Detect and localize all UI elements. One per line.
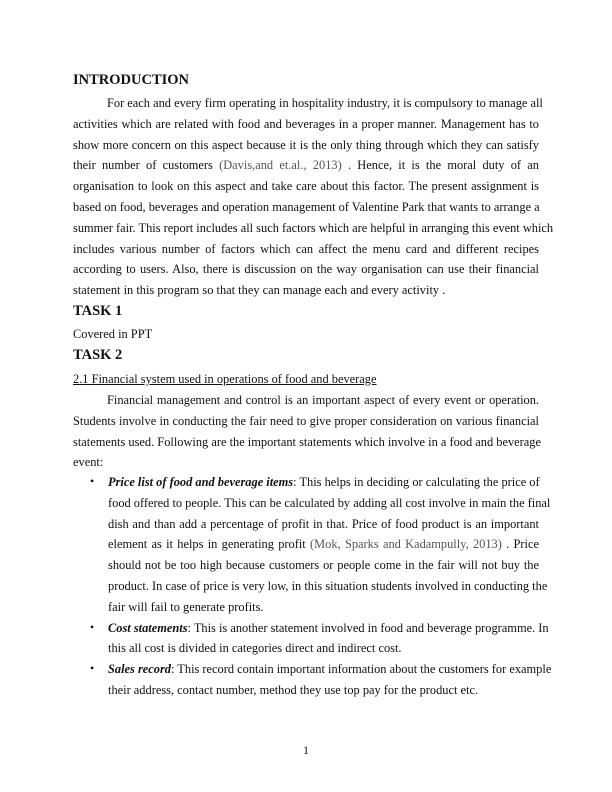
- text-segment: Financial management and control is an important aspect of every event or operation.: [107, 393, 539, 407]
- text-segment: element as it helps in generating profit: [108, 537, 311, 552]
- citation: (Mok, Sparks and Kadampully, 2013): [310, 537, 502, 552]
- text-line: [73, 218, 554, 239]
- text-segment: organisation to look on this aspect and take care about this factor. The present assignment is: [73, 179, 539, 194]
- text-segment: For each and every firm operating in hospitality industry, it is compulsory to manage all: [107, 96, 543, 110]
- intro-paragraph: [73, 93, 554, 301]
- intro-heading: INTRODUCTION: [73, 72, 190, 88]
- bullet-term: Cost statements: [108, 620, 188, 635]
- text-segment: event:: [73, 455, 104, 470]
- bullet-item: [90, 618, 549, 660]
- page-number: 1: [303, 743, 309, 757]
- text-line: [73, 432, 539, 453]
- bullet-icon: •: [90, 661, 95, 676]
- text-segment: based on food, beverages and operation management of Valentine Park that wants to arrange a: [73, 199, 540, 214]
- task2-paragraph: [73, 390, 539, 473]
- text-line: [73, 176, 539, 197]
- text-line: [108, 638, 539, 659]
- text-line: [108, 514, 539, 535]
- text-segment: : This helps in deciding or calculating the price of: [293, 475, 540, 489]
- text-segment: fair will fail to generate profits.: [108, 599, 264, 614]
- bullet-icon: •: [90, 619, 95, 634]
- text-line: [73, 155, 539, 176]
- citation: (Davis,and et.al., 2013): [219, 158, 342, 173]
- task1-text: Covered in PPT: [73, 327, 153, 341]
- bullet-item: [90, 659, 552, 701]
- text-line: [108, 534, 539, 555]
- text-line: [73, 452, 539, 473]
- text-segment: . Price: [501, 537, 539, 552]
- task1-heading: TASK 1: [73, 303, 123, 319]
- text-line: [73, 411, 539, 432]
- text-line: [73, 390, 539, 411]
- text-line: [73, 135, 539, 156]
- text-line: [108, 472, 539, 493]
- text-segment: statement in this program so that they can manage each and every activity .: [73, 283, 446, 298]
- text-line: [108, 659, 552, 680]
- text-segment: dish and than add a percentage of profit in that. Price of food product is an important: [108, 516, 539, 531]
- text-line: [108, 618, 549, 639]
- text-line: [108, 597, 539, 618]
- section-subheading: 2.1 Financial system used in operations of food and beverage: [73, 372, 377, 386]
- text-segment: product. In case of price is very low, in this situation students involved in conducting the: [108, 578, 548, 593]
- task2-heading: TASK 2: [73, 347, 123, 363]
- text-segment: this all cost is divided in categories direct and indirect cost.: [108, 641, 402, 656]
- text-segment: food offered to people. This can be calculated by adding all cost involve in main the final: [108, 495, 551, 510]
- text-segment: : This record contain important information about the customers for example: [170, 662, 552, 677]
- text-line: [73, 197, 539, 218]
- text-segment: Students involve in conducting the fair need to give proper consideration on various financial: [73, 413, 539, 428]
- text-segment: show more concern on this aspect because it is the only thing through which they can satisfy: [73, 137, 539, 152]
- text-segment: includes various number of factors which can affect the menu card and different recipes: [73, 241, 539, 256]
- text-line: [108, 680, 539, 701]
- text-segment: : This is another statement involved in food and beverage programme. In: [187, 620, 549, 635]
- text-line: [73, 259, 539, 280]
- text-segment: according to users. Also, there is discussion on the way organisation can use their financial: [73, 262, 539, 277]
- text-line: [73, 114, 539, 135]
- bullet-item: [90, 472, 551, 618]
- bullet-list: [90, 472, 552, 701]
- text-segment: statements used. Following are the important statements which involve in a food and beverage: [73, 434, 541, 449]
- section-subheading-wrap: [73, 369, 539, 389]
- text-segment: . Hence, it is the moral duty of an: [341, 158, 539, 173]
- text-segment: their address, contact number, method they use top pay for the product etc.: [108, 682, 479, 697]
- text-segment: activities which are related with food and beverages in a proper manner. Management has to: [73, 116, 539, 131]
- text-line: [73, 280, 539, 301]
- text-segment: should not be too high because customers or people come in the fair will not buy the: [108, 558, 539, 573]
- bullet-icon: •: [90, 474, 95, 488]
- bullet-term: Sales record: [108, 662, 171, 677]
- text-line: [73, 239, 539, 260]
- text-line: [73, 93, 543, 114]
- text-line: [108, 555, 539, 576]
- text-line: [108, 576, 548, 597]
- text-segment: their number of customers: [73, 158, 220, 173]
- text-line: [108, 493, 551, 514]
- text-segment: summer fair. This report includes all such factors which are helpful in arranging this event which: [73, 220, 554, 235]
- bullet-term: Price list of food and beverage items: [108, 475, 294, 489]
